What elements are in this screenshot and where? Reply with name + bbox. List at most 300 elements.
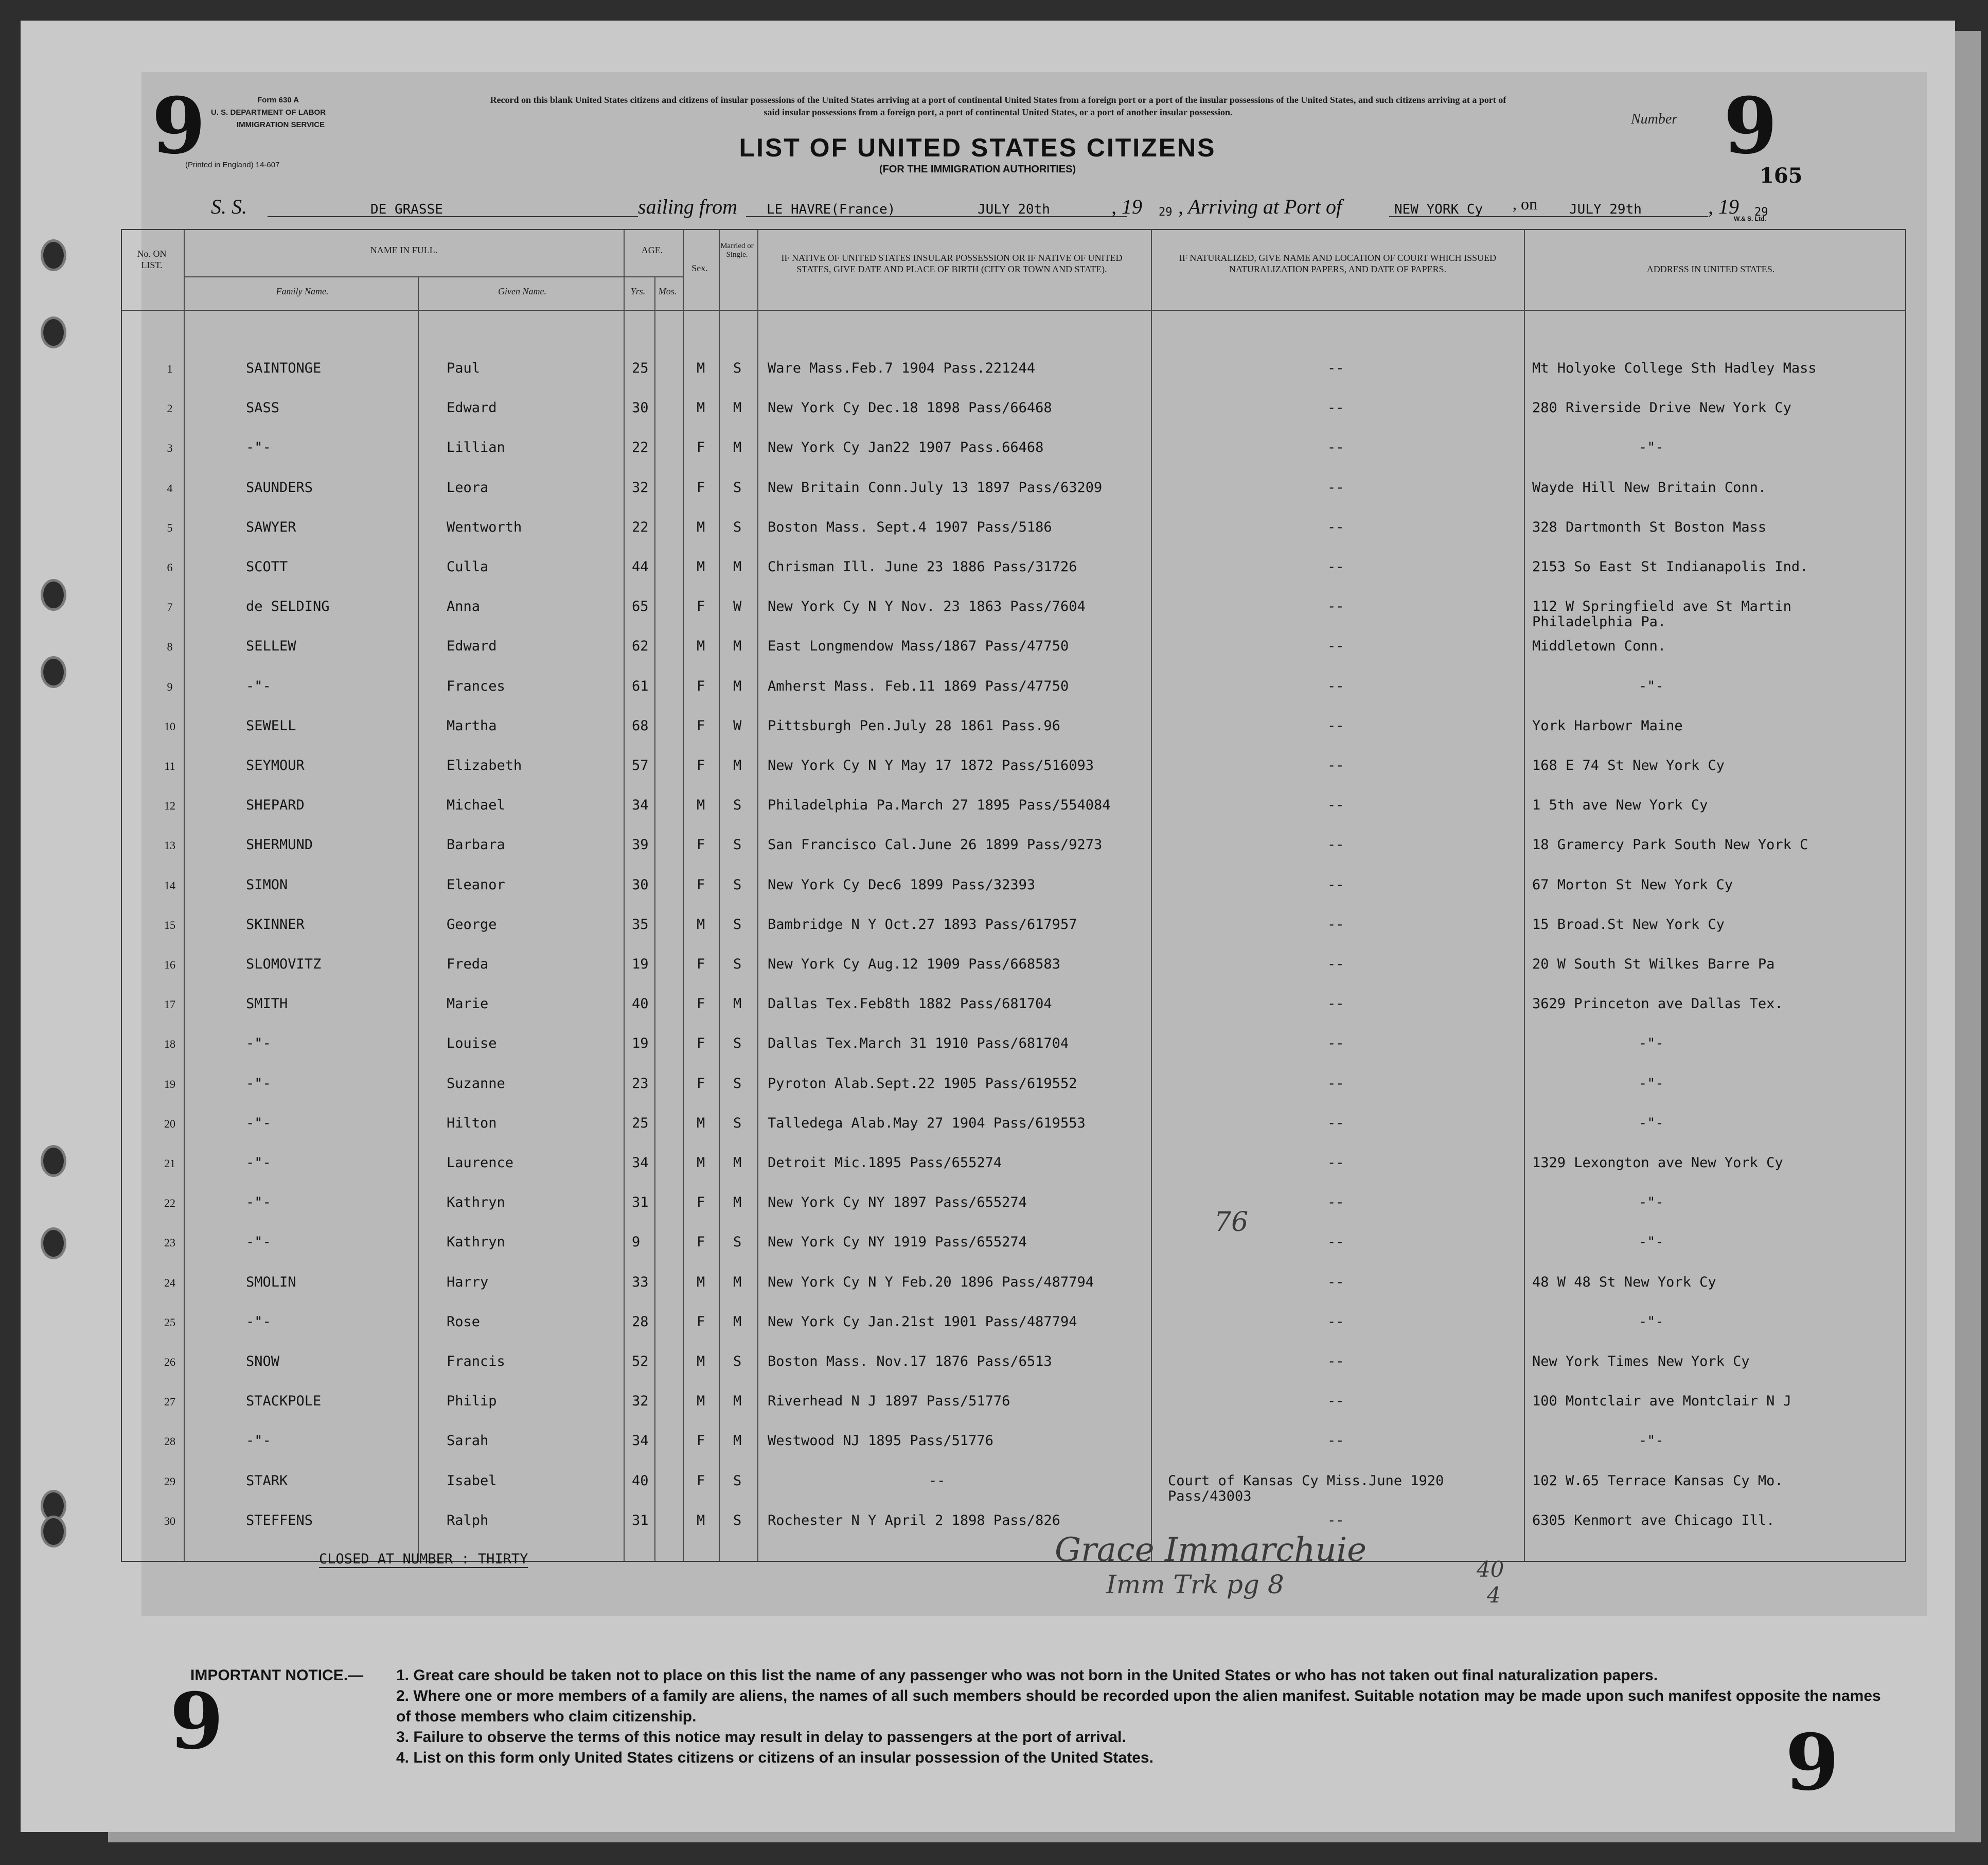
row-number: 15 (164, 919, 175, 931)
row-number: 11 (164, 760, 175, 772)
handwritten-fraction-bottom: 4 (1487, 1582, 1501, 1608)
family-name: SAWYER (246, 519, 296, 535)
row-number: 1 (167, 362, 173, 375)
age-years: 22 (632, 439, 649, 455)
port-to: NEW YORK Cy (1394, 202, 1483, 217)
naturalization-info: -- (1327, 360, 1344, 376)
naturalization-info: -- (1327, 1353, 1344, 1369)
col-name-in-full: NAME IN FULL. (370, 245, 438, 255)
binder-hole (43, 659, 64, 685)
marital-status: S (733, 837, 742, 853)
age-years: 19 (632, 956, 649, 972)
given-name: Louise (447, 1035, 497, 1051)
address: 1329 Lexongton ave New York Cy (1532, 1155, 1783, 1171)
naturalization-info: -- (1327, 480, 1344, 496)
row-number: 30 (164, 1515, 175, 1527)
port-from: LE HAVRE(France) (767, 202, 896, 217)
age-years: 61 (632, 678, 649, 694)
sex: F (697, 1234, 705, 1250)
family-name: STARK (246, 1473, 288, 1489)
col-rule (719, 230, 720, 1561)
birth-info: Ware Mass.Feb.7 1904 Pass.221244 (768, 360, 1036, 376)
sex: F (697, 837, 705, 853)
marital-status: S (733, 1035, 742, 1051)
address: New York Times New York Cy (1532, 1353, 1750, 1369)
row-number: 5 (167, 521, 173, 534)
naturalization-info: -- (1327, 1314, 1344, 1330)
family-name: SELLEW (246, 638, 296, 654)
row-number: 13 (164, 839, 175, 852)
age-years: 33 (632, 1274, 649, 1290)
sex: M (697, 1115, 705, 1131)
col-family-name: Family Name. (276, 286, 329, 296)
row-number: 2 (167, 402, 173, 415)
marital-status: S (733, 1115, 742, 1131)
sex: F (697, 956, 705, 972)
birth-info: New York Cy Dec.18 1898 Pass/66468 (768, 400, 1052, 416)
address: -"- (1639, 439, 1664, 455)
given-name: Edward (447, 400, 497, 416)
sex: M (697, 400, 705, 416)
family-name: -"- (246, 1035, 271, 1051)
marital-status: S (733, 917, 742, 932)
address-line-2: Philadelphia Pa. (1532, 614, 1666, 630)
address: 67 Morton St New York Cy (1532, 877, 1733, 893)
row-number: 4 (167, 482, 173, 495)
age-years: 32 (632, 1393, 649, 1409)
family-name: STEFFENS (246, 1512, 313, 1528)
given-name: Marie (447, 996, 489, 1012)
age-subrule (624, 276, 683, 277)
birth-info: Westwood NJ 1895 Pass/51776 (768, 1433, 993, 1449)
col-married: Married or Single. (720, 242, 754, 259)
year-prefix: , 19 (1111, 195, 1142, 218)
row-number: 3 (167, 442, 173, 454)
birth-info: Bambridge N Y Oct.27 1893 Pass/617957 (768, 917, 1077, 932)
page-number: 165 (1760, 164, 1803, 188)
address: 6305 Kenmort ave Chicago Ill. (1532, 1512, 1775, 1528)
year-from: 29 (1159, 206, 1173, 219)
given-name: George (447, 917, 497, 932)
naturalization-info: -- (1327, 1274, 1344, 1290)
row-number: 27 (164, 1395, 175, 1408)
marital-status: M (733, 1194, 742, 1210)
record-instructions: Record on this blank United States citizens and citizens of insular possessions of the United States arriving at a port of continental United States from a foreign port or a port of the insular possessions of the United States, and such citizens arriving at a port of said insular possessions from a foreign port, a port of continental United States, or a port of another insular possession. (490, 95, 1506, 117)
naturalization-info: -- (1327, 439, 1344, 455)
form-number: Form 630 A (257, 96, 299, 104)
handwritten-fraction-top: 40 (1477, 1557, 1504, 1582)
sex: F (697, 718, 705, 734)
sailing-from-label: sailing from (638, 195, 737, 218)
corner-number-top-left: 9 (152, 81, 206, 171)
family-name: SEYMOUR (246, 758, 305, 773)
col-mos: Mos. (658, 286, 677, 296)
sex: F (697, 439, 705, 455)
given-name: Paul (447, 360, 481, 376)
col-sex: Sex. (691, 263, 708, 273)
age-years: 25 (632, 1115, 649, 1131)
family-name: -"- (246, 1194, 271, 1210)
marital-status: S (733, 1353, 742, 1369)
printed-note: (Printed in England) 14-607 (185, 161, 280, 169)
birth-info: New York Cy N Y Feb.20 1896 Pass/487794 (768, 1274, 1094, 1290)
age-years: 9 (632, 1234, 641, 1250)
row-number: 19 (164, 1078, 175, 1090)
address: 15 Broad.St New York Cy (1532, 917, 1725, 932)
binder-hole (43, 1518, 64, 1545)
family-name: -"- (246, 678, 271, 694)
marital-status: S (733, 877, 742, 893)
given-name: Francis (447, 1353, 505, 1369)
family-name: -"- (246, 1155, 271, 1171)
given-name: Eleanor (447, 877, 505, 893)
family-name: SMITH (246, 996, 288, 1012)
row-number: 17 (164, 998, 175, 1011)
sex: F (697, 1314, 705, 1330)
family-name: SCOTT (246, 559, 288, 575)
binder-hole (43, 1148, 64, 1174)
corner-number-bottom-left: 9 (170, 1676, 224, 1767)
naturalization-info: -- (1327, 559, 1344, 575)
row-number: 16 (164, 958, 175, 971)
age-years: 30 (632, 400, 649, 416)
col-yrs: Yrs. (630, 286, 646, 296)
naturalization-info: -- (1327, 599, 1344, 614)
birth-info: Dallas Tex.March 31 1910 Pass/681704 (768, 1035, 1069, 1051)
sex: M (697, 1393, 705, 1409)
marital-status: S (733, 1473, 742, 1489)
given-name: Isabel (447, 1473, 497, 1489)
age-years: 62 (632, 638, 649, 654)
age-years: 35 (632, 917, 649, 932)
address: -"- (1639, 1433, 1664, 1449)
marital-status: M (733, 758, 742, 773)
address: -"- (1639, 1194, 1664, 1210)
family-name: SIMON (246, 877, 288, 893)
age-years: 34 (632, 1155, 649, 1171)
binder-hole (43, 242, 64, 269)
year-to: 29 (1754, 206, 1768, 219)
naturalization-info: Court of Kansas Cy Miss.June 1920 (1168, 1473, 1444, 1489)
marital-status: W (733, 599, 742, 614)
sex: M (697, 1274, 705, 1290)
given-name: Edward (447, 638, 497, 654)
naturalization-info: -- (1327, 1234, 1344, 1250)
given-name: Leora (447, 480, 489, 496)
age-years: 44 (632, 559, 649, 575)
birth-info: Philadelphia Pa.March 27 1895 Pass/554084 (768, 797, 1111, 813)
address: Wayde Hill New Britain Conn. (1532, 480, 1767, 496)
col-rule (1151, 230, 1152, 1561)
naturalization-info: -- (1327, 758, 1344, 773)
given-name: Sarah (447, 1433, 489, 1449)
age-years: 34 (632, 797, 649, 813)
family-name: SEWELL (246, 718, 296, 734)
marital-status: M (733, 996, 742, 1012)
sailing-line (211, 195, 1878, 225)
naturalization-info: -- (1327, 678, 1344, 694)
address: Mt Holyoke College Sth Hadley Mass (1532, 360, 1817, 376)
birth-info: New York Cy N Y Nov. 23 1863 Pass/7604 (768, 599, 1086, 614)
birth-info: East Longmendow Mass/1867 Pass/47750 (768, 638, 1069, 654)
sex: F (697, 1473, 705, 1489)
age-years: 40 (632, 1473, 649, 1489)
age-years: 31 (632, 1194, 649, 1210)
address: 1 5th ave New York Cy (1532, 797, 1708, 813)
birth-info: Dallas Tex.Feb8th 1882 Pass/681704 (768, 996, 1052, 1012)
col-given-name: Given Name. (498, 286, 546, 296)
sex: M (697, 360, 705, 376)
age-years: 40 (632, 996, 649, 1012)
address: -"- (1639, 1115, 1664, 1131)
family-name: SMOLIN (246, 1274, 296, 1290)
printer-mark: W.& S. Ltd. (1734, 215, 1766, 222)
given-name: Hilton (447, 1115, 497, 1131)
notice-item-4: 4. List on this form only United States citizens or citizens of an insular possession of the United States. (396, 1749, 1153, 1766)
family-name: -"- (246, 1314, 271, 1330)
family-name: SKINNER (246, 917, 305, 932)
address: 168 E 74 St New York Cy (1532, 758, 1725, 773)
row-number: 6 (167, 561, 173, 574)
corner-number-bottom-right: 9 (1785, 1717, 1839, 1808)
col-rule (654, 276, 655, 1561)
birth-info: -- (929, 1473, 946, 1489)
given-name: Ralph (447, 1512, 489, 1528)
binder-hole (43, 582, 64, 608)
birth-info: New Britain Conn.July 13 1897 Pass/63209 (768, 480, 1103, 496)
given-name: Kathryn (447, 1234, 505, 1250)
col-rule (683, 230, 684, 1561)
sex: M (697, 638, 705, 654)
family-name: -"- (246, 1433, 271, 1449)
binder-hole (43, 319, 64, 346)
address: 18 Gramercy Park South New York C (1532, 837, 1808, 853)
birth-info: New York Cy Jan.21st 1901 Pass/487794 (768, 1314, 1077, 1330)
birth-info: Amherst Mass. Feb.11 1869 Pass/47750 (768, 678, 1069, 694)
sex: M (697, 519, 705, 535)
sex: M (697, 1155, 705, 1171)
naturalization-info: -- (1327, 996, 1344, 1012)
given-name: Culla (447, 559, 489, 575)
sex: F (697, 1194, 705, 1210)
naturalization-info: -- (1327, 1512, 1344, 1528)
address: York Harbowr Maine (1532, 718, 1683, 734)
given-name: Philip (447, 1393, 497, 1409)
age-years: 30 (632, 877, 649, 893)
naturalization-info: -- (1327, 797, 1344, 813)
address: -"- (1639, 1076, 1664, 1092)
address: 112 W Springfield ave St Martin (1532, 599, 1791, 614)
marital-status: S (733, 1234, 742, 1250)
naturalization-info: -- (1327, 1115, 1344, 1131)
birth-info: New York Cy Jan22 1907 Pass.66468 (768, 439, 1044, 455)
header-rule (122, 310, 1905, 311)
birth-info: New York Cy NY 1897 Pass/655274 (768, 1194, 1027, 1210)
binder-hole (43, 1230, 64, 1257)
marital-status: M (733, 400, 742, 416)
handwritten-76: 76 (1214, 1207, 1249, 1238)
naturalization-info: -- (1327, 519, 1344, 535)
notice-item-1: 1. Great care should be taken not to place on this list the name of any passenger who was not born in the United States or who has not taken out final naturalization papers. (396, 1667, 1658, 1684)
family-name: -"- (246, 1115, 271, 1131)
given-name: Frances (447, 678, 505, 694)
marital-status: S (733, 956, 742, 972)
family-name: -"- (246, 439, 271, 455)
marital-status: M (733, 1155, 742, 1171)
naturalization-info: -- (1327, 956, 1344, 972)
naturalization-info: -- (1327, 1076, 1344, 1092)
col-rule (757, 230, 758, 1561)
department: U. S. DEPARTMENT OF LABOR (211, 108, 326, 117)
age-years: 32 (632, 480, 649, 496)
year-prefix-2: , 19 (1708, 195, 1739, 218)
row-number: 21 (164, 1157, 175, 1170)
given-name: Elizabeth (447, 758, 522, 773)
address: 102 W.65 Terrace Kansas Cy Mo. (1532, 1473, 1783, 1489)
on-label: , on (1513, 195, 1537, 213)
date-to: JULY 29th (1569, 202, 1642, 217)
page-title: LIST OF UNITED STATES CITIZENS (739, 133, 1216, 162)
given-name: Martha (447, 718, 497, 734)
row-number: 23 (164, 1236, 175, 1249)
given-name: Laurence (447, 1155, 514, 1171)
sex: F (697, 599, 705, 614)
given-name: Kathryn (447, 1194, 505, 1210)
closed-at-number: CLOSED AT NUMBER : THIRTY (319, 1551, 528, 1567)
given-name: Barbara (447, 837, 505, 853)
family-name: SHEPARD (246, 797, 305, 813)
age-years: 68 (632, 718, 649, 734)
sex: M (697, 1353, 705, 1369)
family-name: STACKPOLE (246, 1393, 322, 1409)
sex: F (697, 480, 705, 496)
naturalization-info: -- (1327, 638, 1344, 654)
col-naturalized: IF NATURALIZED, GIVE NAME AND LOCATION OF COURT WHICH ISSUED NATURALIZATION PAPERS, AND DATE OF PAPERS. (1179, 253, 1497, 274)
address: 3629 Princeton ave Dallas Tex. (1532, 996, 1783, 1012)
row-number: 12 (164, 799, 175, 812)
naturalization-info: -- (1327, 877, 1344, 893)
row-number: 10 (164, 720, 175, 733)
corner-number-top-right: 9 (1724, 81, 1778, 171)
family-name: SNOW (246, 1353, 280, 1369)
naturalization-info: -- (1327, 1433, 1344, 1449)
row-number: 26 (164, 1356, 175, 1368)
number-label: Number (1631, 111, 1678, 127)
naturalization-info: -- (1327, 917, 1344, 932)
given-name: Freda (447, 956, 489, 972)
given-name: Wentworth (447, 519, 522, 535)
given-name: Harry (447, 1274, 489, 1290)
age-years: 65 (632, 599, 649, 614)
row-number: 7 (167, 601, 173, 613)
sex: M (697, 917, 705, 932)
naturalization-info: -- (1327, 837, 1344, 853)
family-name: SAUNDERS (246, 480, 313, 496)
address: 100 Montclair ave Montclair N J (1532, 1393, 1791, 1409)
birth-info: Detroit Mic.1895 Pass/655274 (768, 1155, 1002, 1171)
marital-status: M (733, 439, 742, 455)
family-name: de SELDING (246, 599, 330, 614)
naturalization-info: -- (1327, 1194, 1344, 1210)
col-rule (624, 230, 625, 1561)
col-birth: IF NATIVE OF UNITED STATES INSULAR POSSESSION OR IF NATIVE OF UNITED STATES, GIVE DATE AND PLACE OF BIRTH (CITY OR TOWN AND STATE). (781, 253, 1123, 274)
notice-label: IMPORTANT NOTICE.— (190, 1667, 364, 1684)
marital-status: S (733, 797, 742, 813)
age-years: 25 (632, 360, 649, 376)
sex: M (697, 559, 705, 575)
row-number: 24 (164, 1276, 175, 1289)
col-age: AGE. (641, 245, 663, 255)
given-name: Anna (447, 599, 481, 614)
sex: F (697, 996, 705, 1012)
age-years: 22 (632, 519, 649, 535)
col-no: No. ON LIST. (137, 249, 167, 270)
row-number: 29 (164, 1475, 175, 1488)
naturalization-info: -- (1327, 1393, 1344, 1409)
name-subrule (184, 276, 624, 277)
sex: F (697, 1035, 705, 1051)
age-years: 57 (632, 758, 649, 773)
col-address: ADDRESS IN UNITED STATES. (1646, 264, 1775, 274)
age-years: 39 (632, 837, 649, 853)
age-years: 52 (632, 1353, 649, 1369)
naturalization-info: -- (1327, 718, 1344, 734)
address: Middletown Conn. (1532, 638, 1666, 654)
marital-status: M (733, 1393, 742, 1409)
binder-hole (43, 1492, 64, 1519)
birth-info: Pittsburgh Pen.July 28 1861 Pass.96 (768, 718, 1060, 734)
address: 2153 So East St Indianapolis Ind. (1532, 559, 1808, 575)
notice-item-2: 2. Where one or more members of a family are aliens, the names of all such members should be recorded upon the alien manifest. Suitable notation may be made upon such manifest opposite the names of those members who claim citizenship. (396, 1687, 1881, 1725)
age-years: 28 (632, 1314, 649, 1330)
naturalization-info: -- (1327, 400, 1344, 416)
given-name: Rose (447, 1314, 481, 1330)
naturalization-line-2: Pass/43003 (1168, 1488, 1252, 1504)
family-name: SLOMOVITZ (246, 956, 322, 972)
given-name: Michael (447, 797, 505, 813)
sex: F (697, 1076, 705, 1092)
address: 48 W 48 St New York Cy (1532, 1274, 1716, 1290)
address: 328 Dartmonth St Boston Mass (1532, 519, 1767, 535)
row-number: 28 (164, 1435, 175, 1448)
marital-status: S (733, 519, 742, 535)
marital-status: S (733, 360, 742, 376)
row-number: 20 (164, 1117, 175, 1130)
birth-info: New York Cy Dec6 1899 Pass/32393 (768, 877, 1036, 893)
age-years: 31 (632, 1512, 649, 1528)
page-subtitle: (FOR THE IMMIGRATION AUTHORITIES) (879, 164, 1076, 175)
birth-info: Boston Mass. Sept.4 1907 Pass/5186 (768, 519, 1052, 535)
sex: F (697, 877, 705, 893)
col-rule (418, 276, 419, 1561)
marital-status: M (733, 1274, 742, 1290)
birth-info: New York Cy N Y May 17 1872 Pass/516093 (768, 758, 1094, 773)
family-name: SHERMUND (246, 837, 313, 853)
address: -"- (1639, 678, 1664, 694)
service: IMMIGRATION SERVICE (237, 120, 325, 129)
row-number: 18 (164, 1037, 175, 1050)
marital-status: M (733, 1314, 742, 1330)
naturalization-info: -- (1327, 1155, 1344, 1171)
address: -"- (1639, 1234, 1664, 1250)
marital-status: M (733, 678, 742, 694)
given-name: Suzanne (447, 1076, 505, 1092)
marital-status: S (733, 1076, 742, 1092)
handwritten-note: Imm Trk pg 8 (1106, 1570, 1284, 1599)
sex: F (697, 758, 705, 773)
date-from: JULY 20th (978, 202, 1050, 217)
age-years: 19 (632, 1035, 649, 1051)
